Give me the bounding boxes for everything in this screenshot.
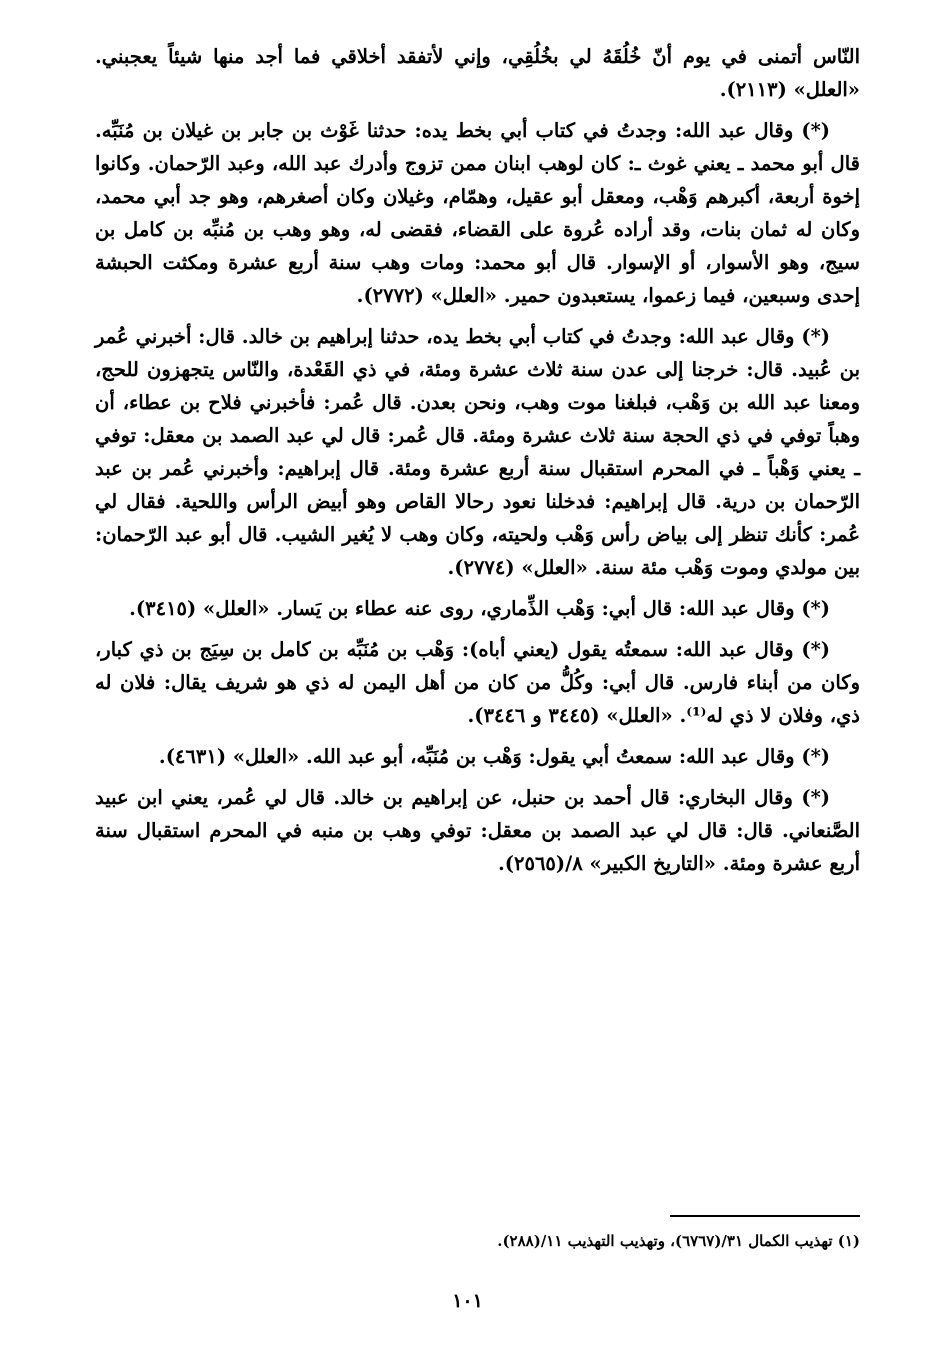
paragraph-bukhari: (*) وقال البخاري: قال أحمد بن حنبل، عن إبراهيم بن خالد. قال لي عُمر، يعني ابن عبيد الصَّنعاني. قال: قال لي عبد الصمد بن معقل: توفي وهب بن منبه في المحرم استقبال سنة أربع عشرة ومئة. «التاريخ الكبير» ٨/(٢٥٦٥). (95, 786, 860, 875)
paragraph-ghawth: (*) وقال عبد الله: وجدتُ في كتاب أبي بخط يده: حدثنا غَوْث بن جابر بن غيلان بن مُنَبِّه. قال أبو محمد ـ يعني غوث ـ: كان لوهب ابنان ممن تزوج وأدرك عبد الله، وعبد الرّحمان. وكانوا إخوة أربعة، أكبرهم وَهْب، ومعقل أبو عقيل، وهمّام، وغيلان وكان أصغرهم، وهو جد أبي محمد، وكان له ثمان بنات، وقد أراده عُروة على القضاء، فقضى له، وهو وهب بن مُنبِّه بن كامل بن سيج، وهو الأسوار، أو الإسوار. قال أبو محمد: ومات وهب سنة أربع عشرة ومكثت الحبشة إحدى وسبعين، فيما زعموا، يستعبدون حمير. «العلل» (٢٧٧٢). (95, 119, 860, 307)
paragraph-wahb-dhimari: (*) وقال عبد الله: قال أبي: وَهْب الذِّماري، روى عنه عطاء بن يَسار. «العلل» (٣٤١٥). (129, 597, 830, 620)
footnote: (١) تهذيب الكمال ٣١/(٦٧٦٧)، وتهذيب التهذيب ١١/(٢٨٨). (497, 1232, 860, 1250)
paragraph-abu-abdullah: (*) وقال عبد الله: سمعتُ أبي يقول: وَهْب بن مُنَبِّه، أبو عبد الله. «العلل» (٤٦٣١). (158, 745, 830, 768)
paragraph-umar-ibn-ubayd: (*) وقال عبد الله: وجدتُ في كتاب أبي بخط يده، حدثنا إبراهيم بن خالد. قال: أخبرني عُمر بن عُبيد. قال: خرجنا إلى عدن سنة ثلاث عشرة ومئة، في ذي القَعْدة، والنّاس يتجهزون للحج، ومعنا عبد الله بن وَهْب، فبلغنا موت وهب، ونحن بعدن. قال عُمر: فأخبرني فلاح بن عطاء، أن وهباً توفي في ذي الحجة سنة ثلاث عشرة ومئة. قال عُمر: قال لي عبد الصمد بن معقل: توفي ـ يعني وَهْباً ـ في المحرم استقبال سنة أربع عشرة ومئة. قال إبراهيم: وأخبرني عُمر بن عبد الرّحمان بن درية. قال إبراهيم: فدخلنا نعود رحالا القاص وهو أبيض الرأس واللحية. فقال لي عُمر: كأنك تنظر إلى بياض رأس وَهْب ولحيته، وكان وهب لا يُغير الشيب. قال أبو عبد الرّحمان: بين مولدي وموت وَهْب مئة سنة. «العلل» (٢٧٧٤). (95, 325, 860, 579)
paragraph-wahb-lineage: (*) وقال عبد الله: سمعتُه يقول (يعني أباه): وَهْب بن مُنَبِّه بن كامل بن سِيَج بن ذي كبار، وكان من أبناء فارس. قال أبي: وكُلُّ من كان من أهل اليمن له ذي هو شريف يقال: فلان له ذي، وفلان لا ذي له⁽¹⁾. «العلل» (٣٤٤٥ و ٣٤٤٦). (95, 638, 860, 727)
footnote-divider (670, 1215, 860, 1217)
main-text (95, 40, 860, 888)
paragraph-continuation: النّاس أتمنى في يوم أنّ خُلُقَهُ لي بخُلُقِي، وإني لأتفقد أخلاقي فما أجد منها شيئاً يعجبني. «العلل» (٢١١٣). (95, 45, 860, 101)
page-number: ١٠١ (452, 1290, 483, 1312)
